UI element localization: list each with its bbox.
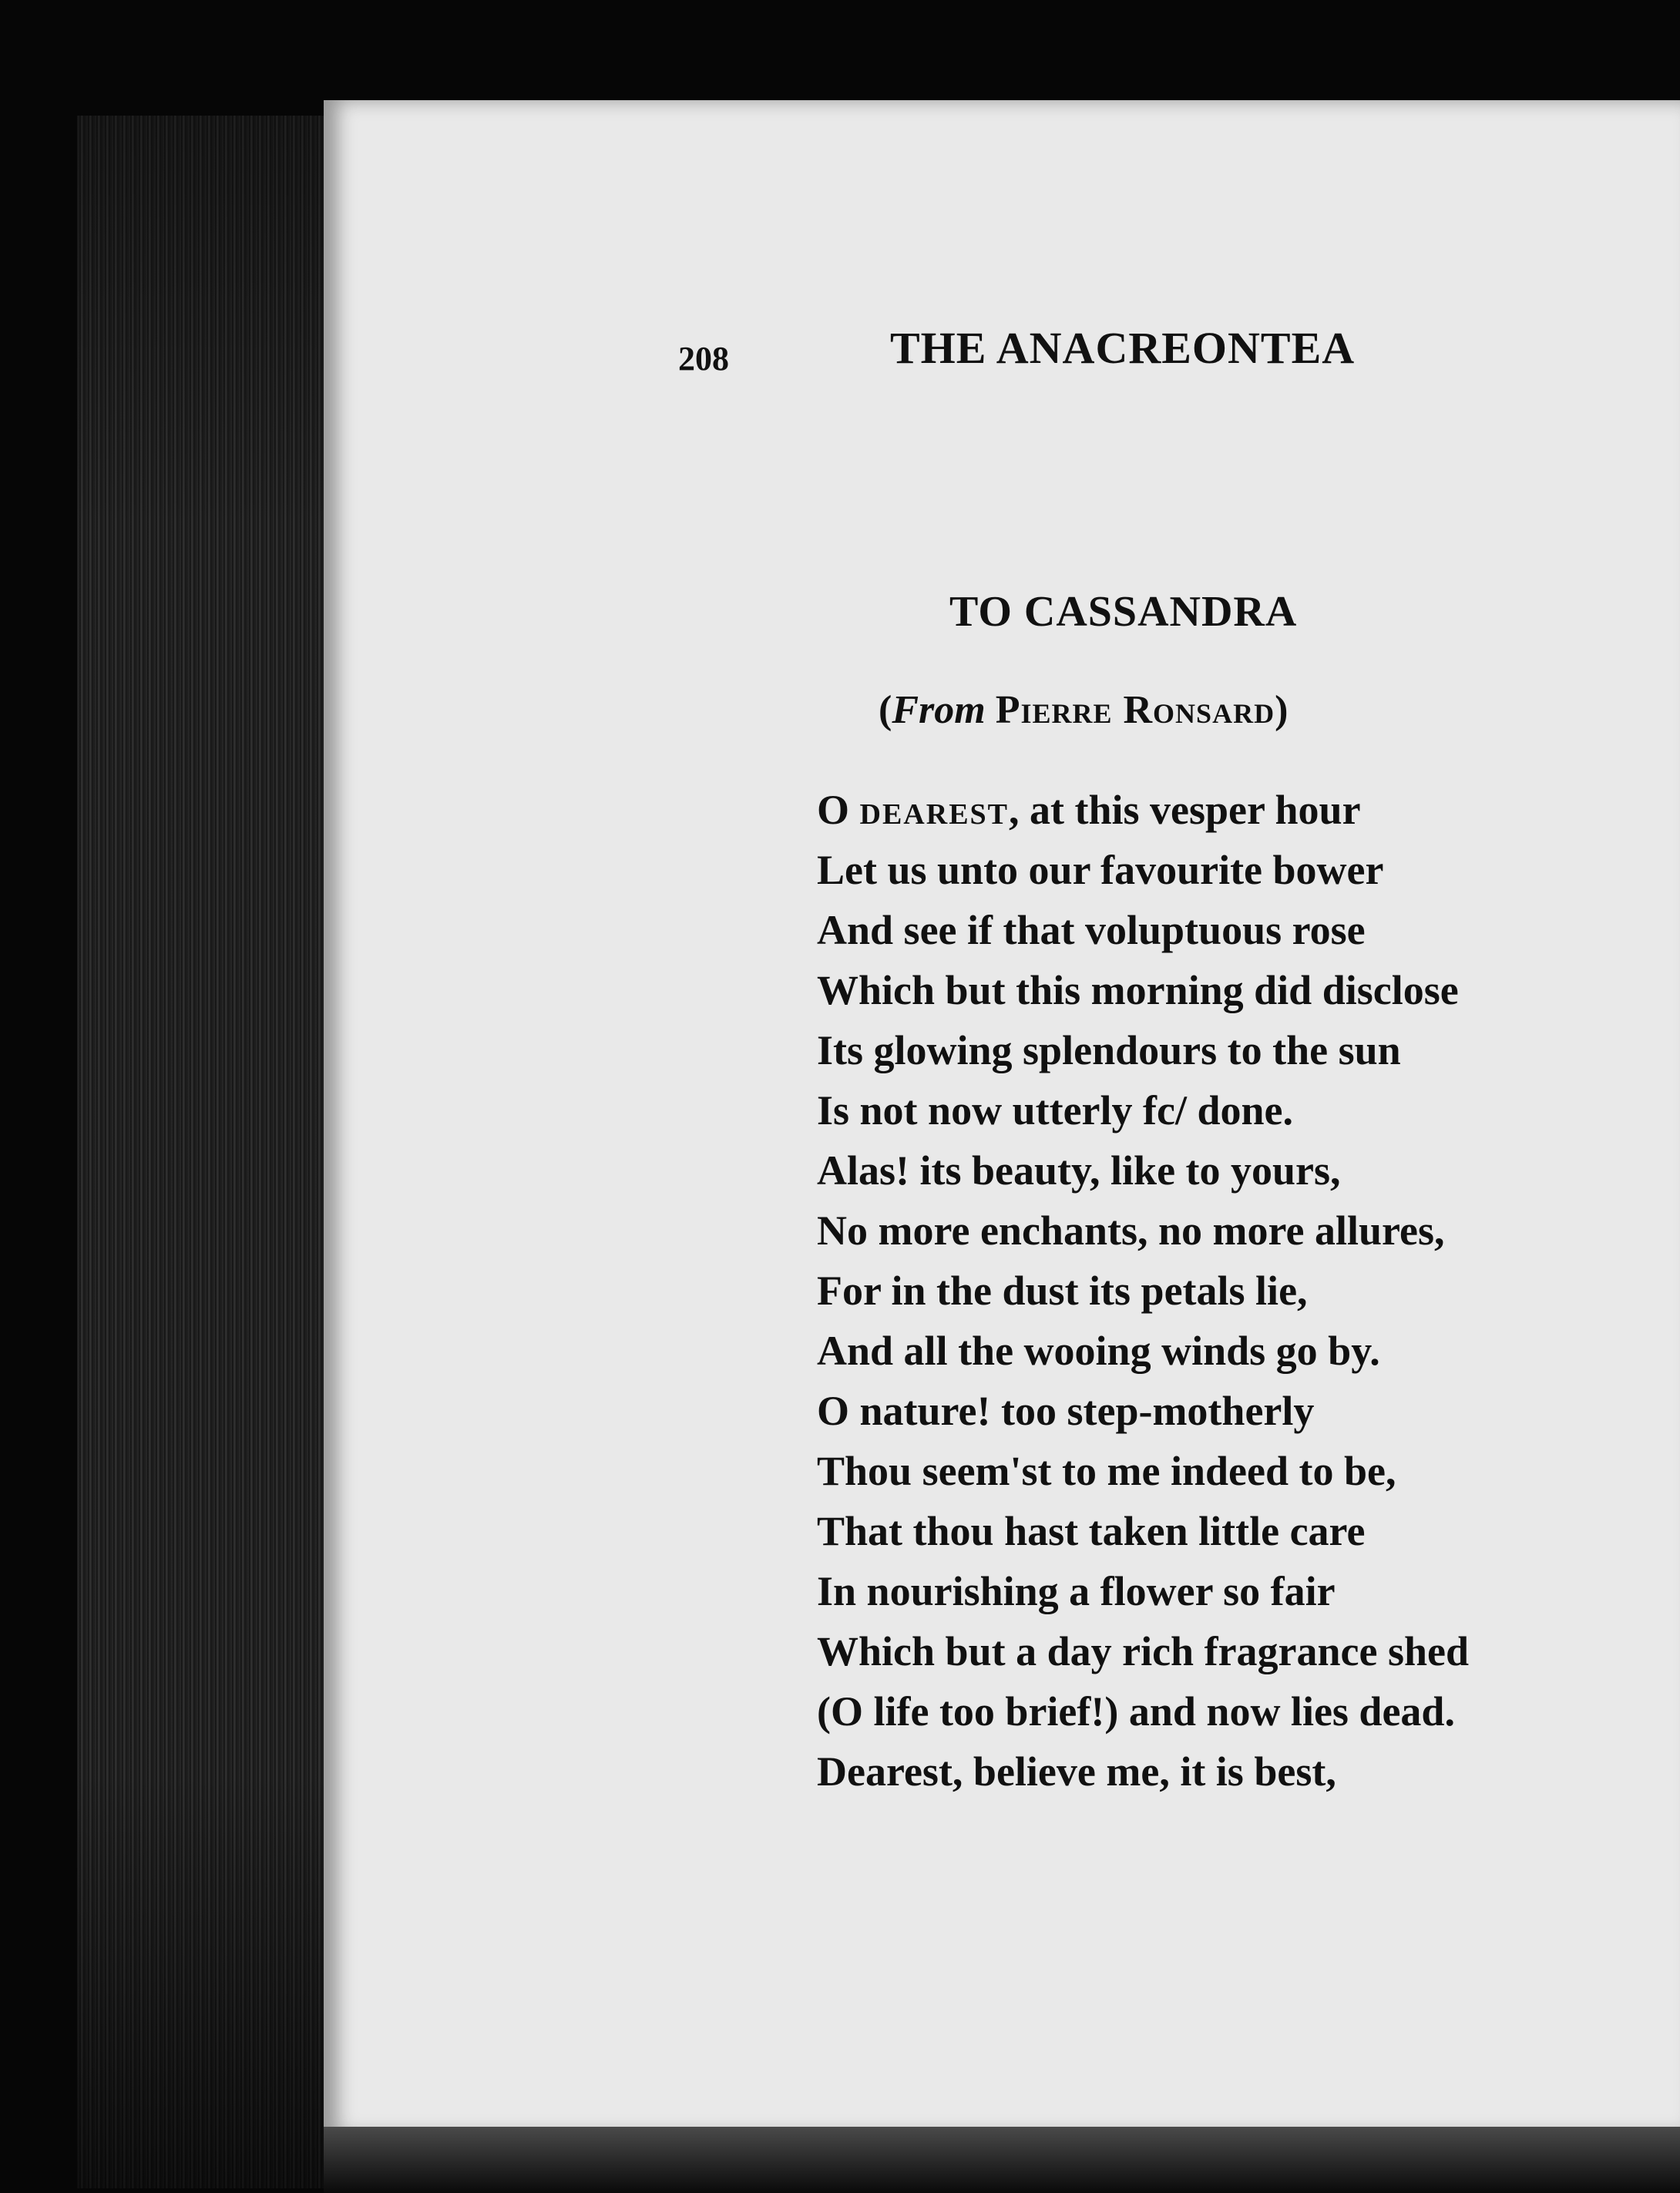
poem-attribution (879, 687, 1288, 733)
poem-line: For in the dust its petals lie, (817, 1268, 1308, 1314)
poem-line: Dearest, believe me, it is best, (817, 1748, 1336, 1795)
attribution-open-paren: ( (879, 688, 892, 732)
first-line-initial: O (817, 787, 860, 833)
poem-line: And all the wooing winds go by. (817, 1328, 1380, 1374)
poem-body (817, 780, 1588, 1802)
poem-line: Thou seem'st to me indeed to be, (817, 1448, 1396, 1494)
poem-line: In nourishing a flower so fair (817, 1568, 1336, 1614)
first-line-rest: , at this vesper hour (1009, 787, 1361, 833)
page-number: 208 (678, 340, 729, 378)
poem-line: Which but a day rich fragrance shed (817, 1628, 1470, 1674)
poem-line: Its glowing splendours to the sun (817, 1027, 1401, 1073)
poem-line: Which but this morning did disclose (817, 967, 1459, 1013)
poem-line: Is not now utterly fc/ done. (817, 1087, 1293, 1133)
poem-line: Let us unto our favourite bower (817, 847, 1384, 893)
poem-line: Alas! its beauty, like to yours, (817, 1147, 1341, 1194)
poem-line: O nature! too step-motherly (817, 1388, 1315, 1434)
attribution-close-paren: ) (1275, 688, 1289, 732)
attribution-author: Pierre Ronsard (995, 688, 1275, 732)
attribution-from: From (892, 688, 986, 732)
poem-title: TO CASSANDRA (949, 588, 1298, 636)
running-title: THE ANACREONTEA (890, 323, 1356, 373)
poem-line: And see if that voluptuous rose (817, 907, 1366, 953)
poem-line: (O life too brief!) and now lies dead. (817, 1688, 1455, 1735)
first-line-small-caps: dearest (859, 787, 1010, 833)
poem-line (817, 780, 1588, 840)
poem-line: That thou hast taken little care (817, 1508, 1366, 1554)
page-bottom-shadow (324, 2127, 1680, 2193)
poem-line: No more enchants, no more allures, (817, 1207, 1445, 1254)
